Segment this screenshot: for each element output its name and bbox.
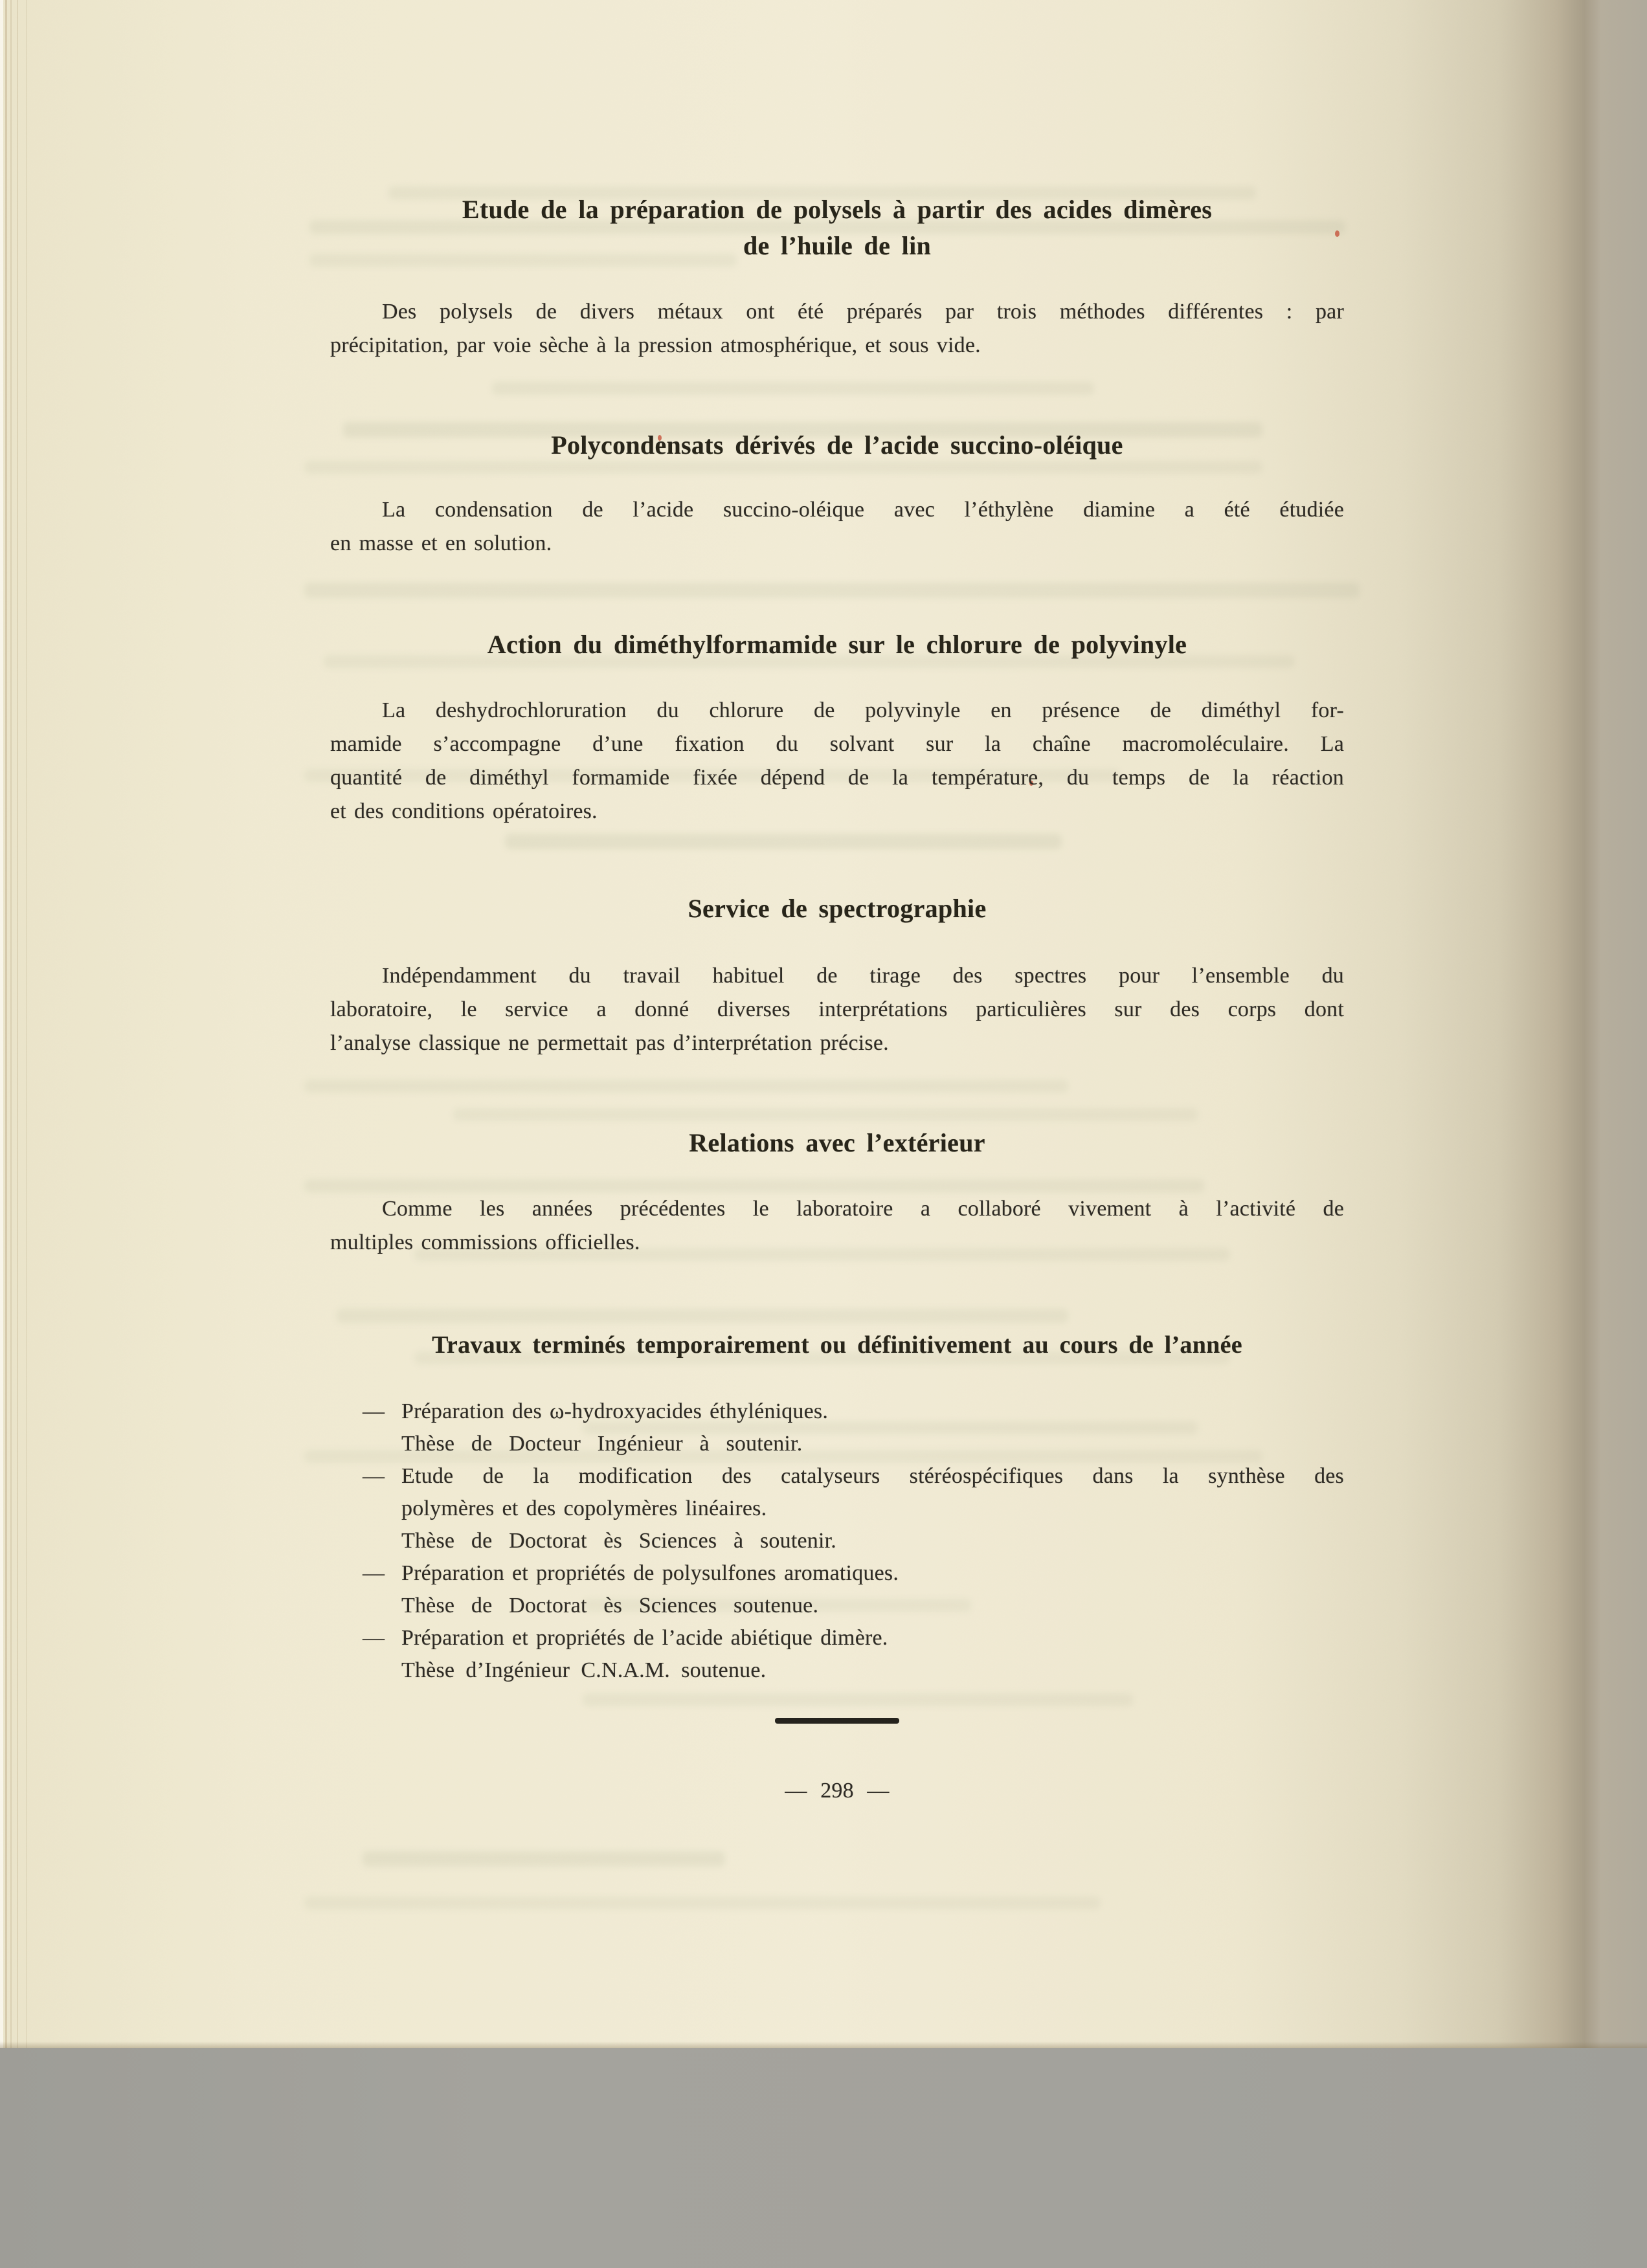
list-item (330, 1557, 1344, 1590)
page-stack-edge (10, 0, 12, 2048)
section-heading: Relations avec l’extérieur (689, 1128, 985, 1157)
list-item-text: polymères et des copolymères linéaires. (401, 1496, 767, 1520)
intro-paragraph (330, 295, 1344, 362)
main-title-line2: de l’huile de lin (743, 231, 932, 260)
section-paragraph (330, 959, 1344, 1060)
list-dash: — (363, 1561, 385, 1585)
list-item-text: Thèse de Doctorat ès Sciences soutenue. (401, 1594, 819, 1618)
list-item-text: Préparation et propriétés de polysulfones aromatiques. (401, 1561, 899, 1585)
bleed-through-ghost (304, 1896, 1101, 1909)
page-stack-edge (5, 0, 7, 2048)
list-dash: — (363, 1399, 385, 1423)
list-item (330, 1654, 1344, 1687)
paragraph-line: mamide s’accompagne d’une fixation du solvant sur la chaîne macromoléculaire. La (330, 732, 1344, 756)
printed-text-block (330, 0, 1344, 1805)
divider-rule (775, 1718, 899, 1724)
list-item-text: Préparation des ω-hydroxyacides éthyléniques. (401, 1399, 829, 1423)
paragraph-line: Indépendamment du travail habituel de tirage des spectres pour l’ensemble du (382, 964, 1344, 988)
list-item-text: Etude de la modification des catalyseurs stéréospécifiques dans la synthèse des (401, 1464, 1344, 1488)
paragraph-line: laboratoire, le service a donné diverses interprétations particulières sur des corps dont (330, 997, 1344, 1021)
bleed-through-ghost (363, 1851, 725, 1867)
list-item (330, 1622, 1344, 1654)
paragraph-line: en masse et en solution. (330, 531, 552, 555)
list-item (330, 1428, 1344, 1460)
paragraph-line: multiples commissions officielles. (330, 1230, 640, 1254)
section-heading: Polycondensats dérivés de l’acide succino-oléique (551, 430, 1123, 460)
paragraph-line: La condensation de l’acide succino-oléique avec l’éthylène diamine a été étudiée (382, 498, 1344, 522)
page-number: — 298 — (785, 1779, 890, 1803)
page-stack-edge (26, 0, 27, 2048)
main-title (330, 0, 1344, 264)
section-paragraph (330, 1192, 1344, 1260)
list-item-text: Thèse de Docteur Ingénieur à soutenir. (401, 1432, 803, 1456)
paragraph-line: quantité de diméthyl formamide fixée dépend de la température, du temps de la réaction (330, 766, 1344, 790)
paragraph-line: Comme les années précédentes le laboratoire a collaboré vivement à l’activité de (382, 1197, 1344, 1221)
scanner-background (0, 2048, 1647, 2268)
section-paragraph (330, 694, 1344, 828)
paragraph-line: l’analyse classique ne permettait pas d’interprétation précise. (330, 1031, 889, 1055)
list-item-text: Thèse d’Ingénieur C.N.A.M. soutenue. (401, 1658, 767, 1682)
list-item-text: Thèse de Doctorat ès Sciences à soutenir. (401, 1529, 836, 1553)
list-item (330, 1395, 1344, 1428)
main-title-line1: Etude de la préparation de polysels à partir des acides dimères (462, 195, 1213, 224)
list-item (330, 1525, 1344, 1557)
paragraph-line: précipitation, par voie sèche à la pression atmosphérique, et sous vide. (330, 333, 981, 357)
works-heading: Travaux terminés temporairement ou définitivement au cours de l’année (432, 1331, 1242, 1359)
list-item-text: Préparation et propriétés de l’acide abiétique dimère. (401, 1626, 888, 1650)
page-stack-edge (17, 0, 18, 2048)
list-dash: — (363, 1464, 385, 1488)
list-item (330, 1493, 1344, 1525)
paragraph-line: et des conditions opératoires. (330, 799, 598, 823)
section-heading: Service de spectrographie (688, 894, 987, 923)
list-dash: — (363, 1626, 385, 1650)
works-list (330, 1395, 1344, 1687)
paragraph-line: Des polysels de divers métaux ont été préparés par trois méthodes différentes : par (382, 300, 1344, 324)
section-paragraph (330, 493, 1344, 561)
list-item (330, 1460, 1344, 1493)
section-heading: Action du diméthylformamide sur le chlorure de polyvinyle (487, 630, 1187, 659)
page-stack-edge (0, 0, 3, 2048)
list-item (330, 1590, 1344, 1622)
paragraph-line: La deshydrochloruration du chlorure de polyvinyle en présence de diméthyl for- (382, 698, 1344, 722)
